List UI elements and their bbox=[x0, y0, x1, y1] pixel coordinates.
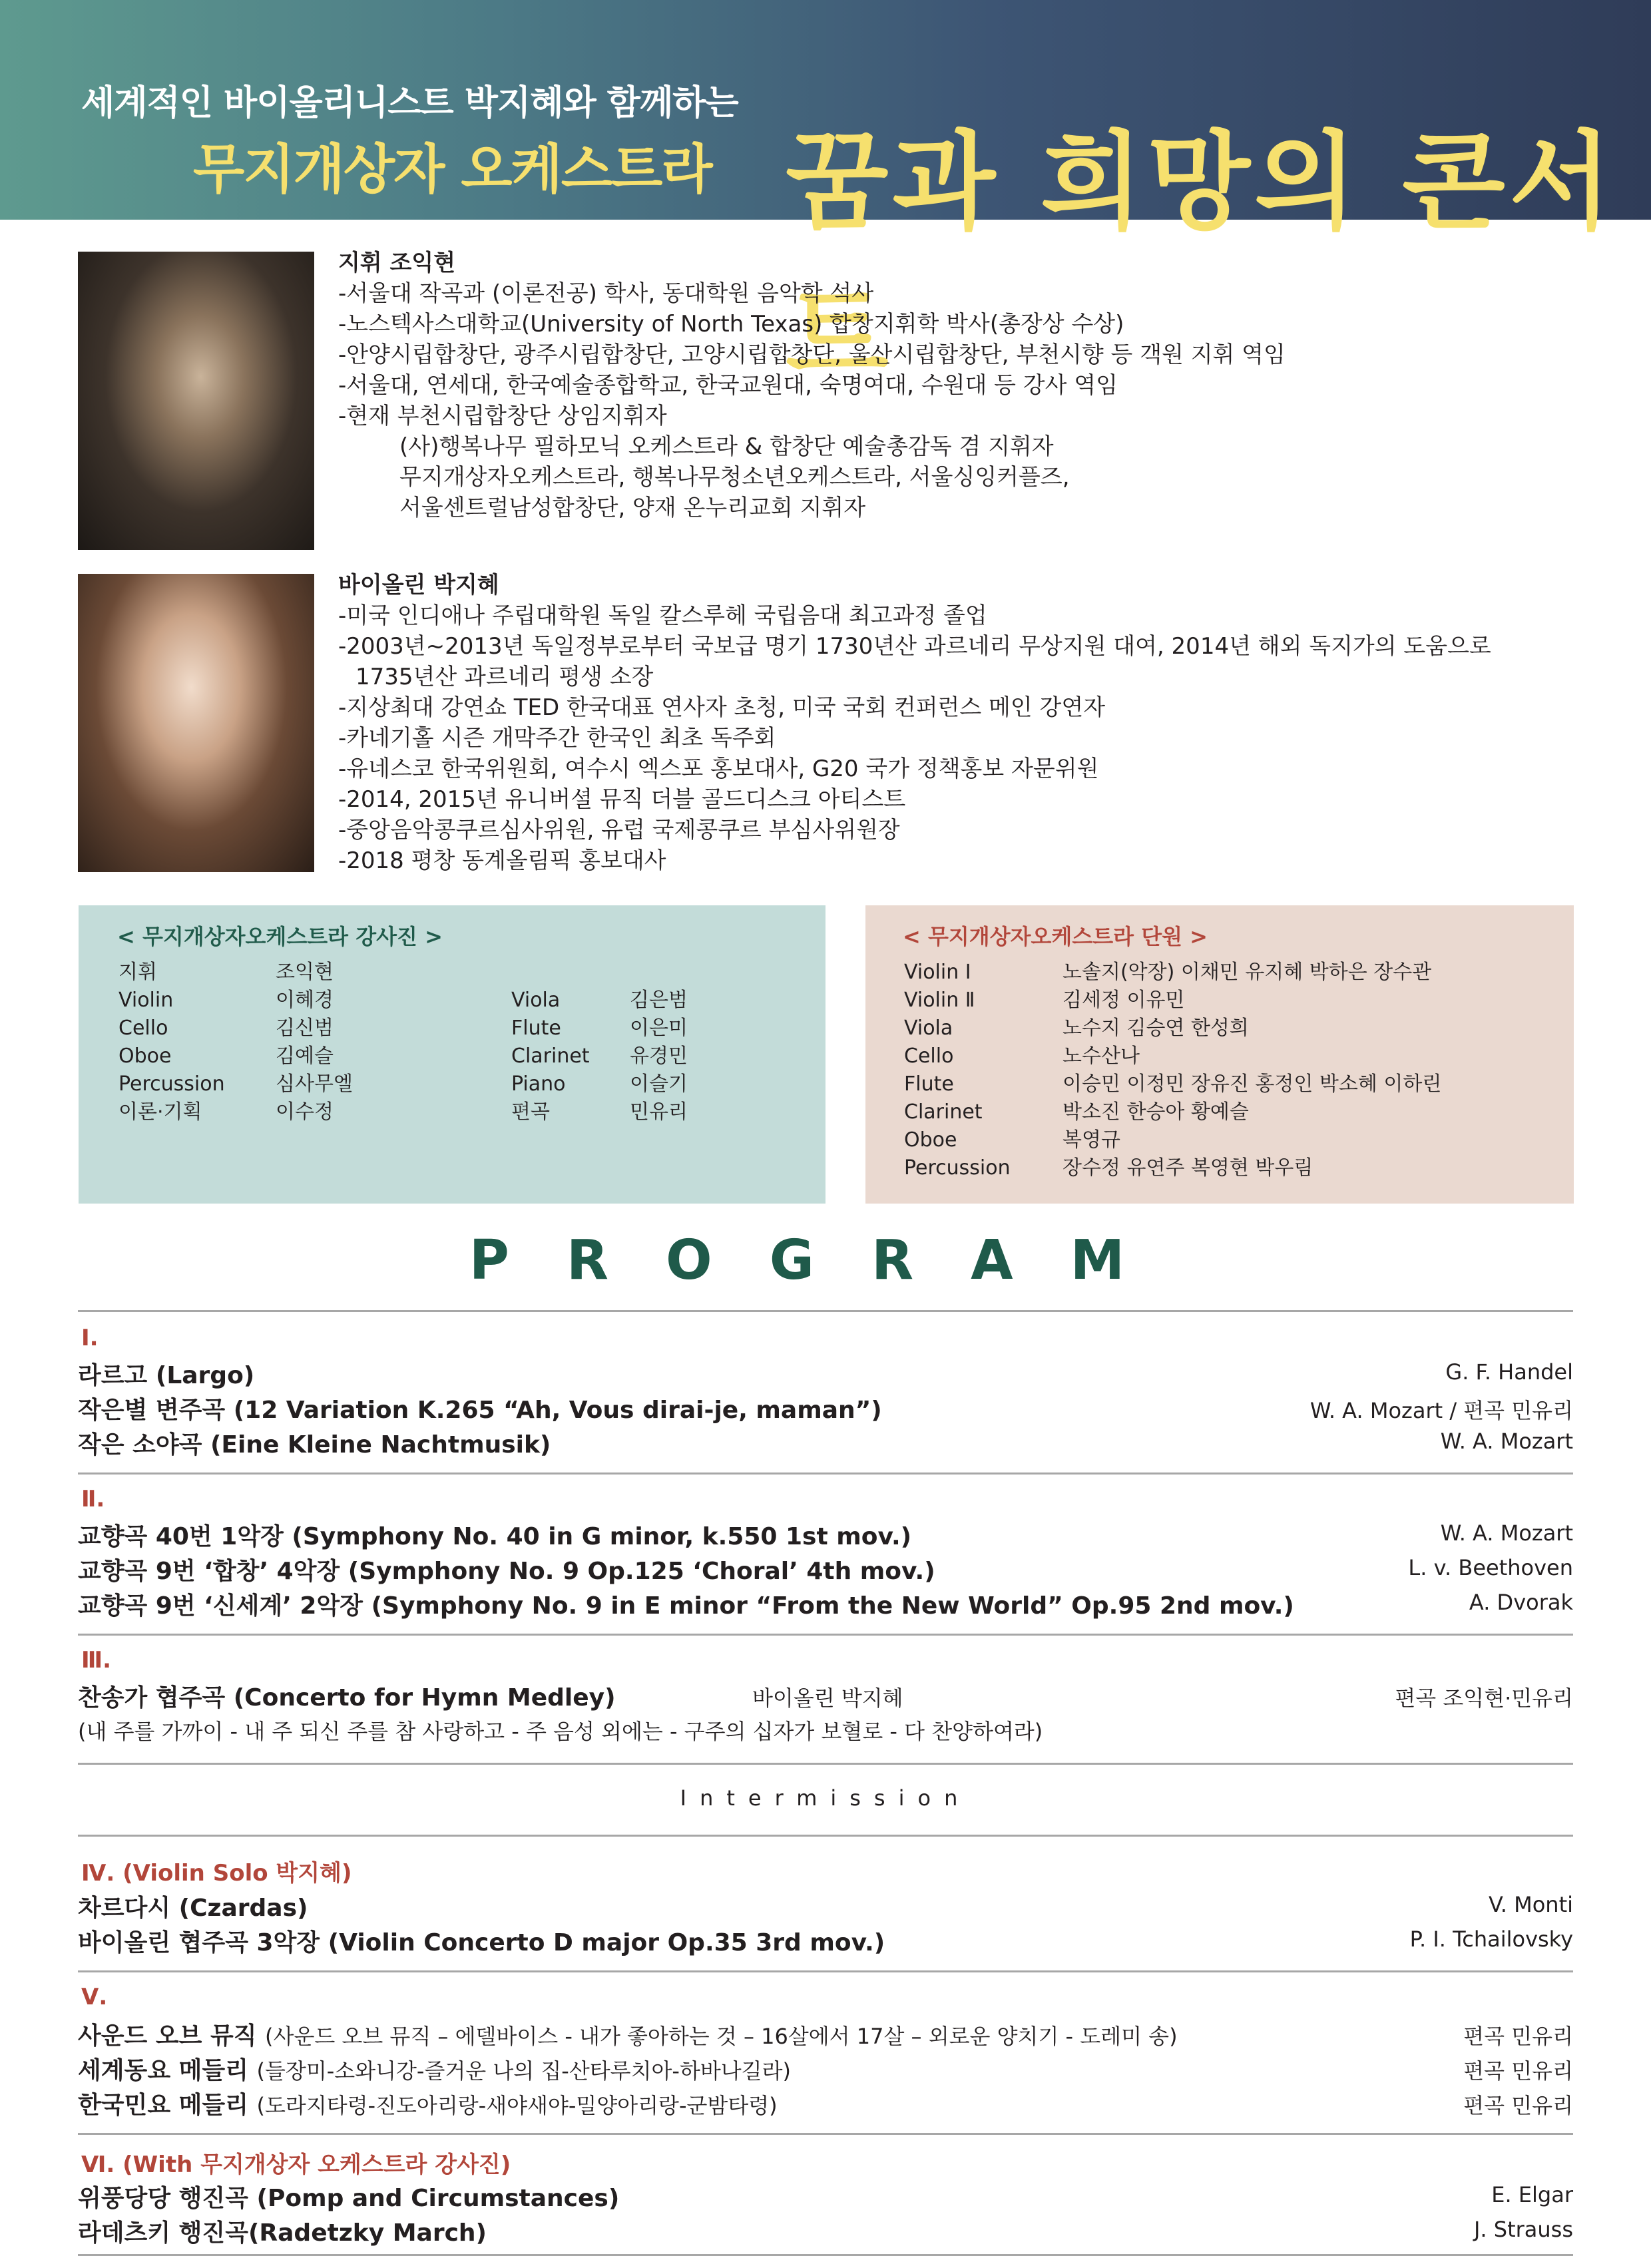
bio-line: -중앙음악콩쿠르심사위원, 유럽 국제콩쿠르 부심사위원장 bbox=[338, 817, 900, 843]
member-role: Viola bbox=[904, 1017, 953, 1040]
divider bbox=[78, 1835, 1573, 1837]
orchestra-name: 무지개상자 오케스트라 bbox=[193, 138, 712, 200]
composer: W. A. Mozart bbox=[1440, 1520, 1573, 1546]
member-role: Violin Ⅰ bbox=[904, 961, 971, 984]
composer: G. F. Handel bbox=[1445, 1359, 1573, 1385]
member-role: Percussion bbox=[904, 1156, 1011, 1180]
program-item: 위풍당당 행진곡 (Pomp and Circumstances) bbox=[78, 2185, 620, 2212]
member-names: 노수산나 bbox=[1062, 1044, 1140, 1068]
teacher-role: Violin bbox=[118, 989, 174, 1012]
medley-contents: (사운드 오브 뮤직 – 에델바이스 - 내가 좋아하는 것 – 16살에서 17살 – 외로운 양치기 - 도레미 송) bbox=[265, 2024, 1178, 2049]
teachers-box bbox=[79, 905, 826, 1204]
member-names: 노수지 김승연 한성희 bbox=[1062, 1017, 1249, 1040]
teacher-role: Piano bbox=[511, 1072, 566, 1096]
section-label: Ⅴ. bbox=[81, 1984, 108, 2010]
member-role: Oboe bbox=[904, 1128, 957, 1152]
bio-line: -서울대, 연세대, 한국예술종합학교, 한국교원대, 숙명여대, 수원대 등 강사 역임 bbox=[338, 372, 1118, 399]
teacher-name: 이은미 bbox=[630, 1017, 688, 1040]
section-label: Ⅲ. bbox=[81, 1647, 112, 1674]
bio-line: -유네스코 한국위원회, 여수시 엑스포 홍보대사, G20 국가 정책홍보 자문위원 bbox=[338, 756, 1099, 782]
members-box bbox=[865, 905, 1574, 1204]
divider bbox=[78, 1473, 1573, 1474]
bio-line: -안양시립합창단, 광주시립합창단, 고양시립합창단, 울산시립합창단, 부천시향 등 객원 지휘 역임 bbox=[338, 341, 1286, 368]
program-item bbox=[78, 2086, 778, 2120]
composer: A. Dvorak bbox=[1469, 1590, 1573, 1615]
teacher-role: Viola bbox=[511, 989, 561, 1012]
teacher-role: Flute bbox=[511, 1017, 561, 1040]
program-item: 라르고 (Largo) bbox=[78, 1362, 255, 1389]
composer: P. I. Tchailovsky bbox=[1409, 1927, 1573, 1952]
header-subtitle: 세계적인 바이올리니스트 박지혜와 함께하는 bbox=[81, 83, 738, 123]
member-names: 박소진 한승아 황예슬 bbox=[1062, 1100, 1249, 1124]
member-names: 복영규 bbox=[1062, 1128, 1120, 1152]
teacher-role: 지휘 bbox=[118, 961, 157, 984]
composer: 편곡 민유리 bbox=[1463, 2024, 1573, 2049]
teacher-name: 김예슬 bbox=[276, 1044, 334, 1068]
composer: 편곡 민유리 bbox=[1463, 2058, 1573, 2084]
program-item bbox=[78, 2052, 791, 2086]
conductor-photo bbox=[78, 252, 314, 550]
composer: 편곡 민유리 bbox=[1463, 2093, 1573, 2118]
program-title: PROGRAM bbox=[469, 1229, 1182, 1292]
performer: 바이올린 박지혜 bbox=[752, 1686, 903, 1711]
bio-line: -2014, 2015년 유니버셜 뮤직 더블 골드디스크 아티스트 bbox=[338, 786, 906, 813]
member-names: 노솔지(악장) 이채민 유지혜 박하은 장수관 bbox=[1062, 961, 1432, 984]
section-label: Ⅰ. bbox=[81, 1325, 99, 1351]
program-item: 교향곡 9번 ‘신세계’ 2악장 (Symphony No. 9 in E minor “From the New World” Op.95 2nd mov.) bbox=[78, 1592, 1294, 1620]
member-role: Violin Ⅱ bbox=[904, 989, 975, 1012]
divider bbox=[78, 2254, 1573, 2256]
medley-note: (내 주를 가까이 - 내 주 되신 주를 참 사랑하고 - 주 음성 외에는 - 구주의 십자가 보혈로 - 다 찬양하여라) bbox=[78, 1719, 1043, 1744]
bio-line: -2003년~2013년 독일정부로부터 국보급 명기 1730년산 과르네리 무상지원 대여, 2014년 해외 독지가의 도움으로 bbox=[338, 633, 1491, 660]
bio-line: -미국 인디애나 주립대학원 독일 칼스루헤 국립음대 최고과정 졸업 bbox=[338, 602, 987, 629]
teacher-name: 이수정 bbox=[276, 1100, 334, 1124]
bio-line: 서울센트럴남성합창단, 양재 온누리교회 지휘자 bbox=[399, 495, 866, 521]
violinist-photo bbox=[78, 574, 314, 872]
member-names: 장수정 유연주 복영현 박우림 bbox=[1062, 1156, 1313, 1180]
teacher-role: Cello bbox=[118, 1017, 168, 1040]
section-label: Ⅱ. bbox=[81, 1486, 105, 1512]
medley-title: 세계동요 메들리 bbox=[78, 2057, 248, 2084]
composer: V. Monti bbox=[1488, 1892, 1573, 1917]
bio-line: -2018 평창 동계올림픽 홍보대사 bbox=[338, 847, 666, 874]
teacher-name: 김은범 bbox=[630, 989, 688, 1012]
teachers-title: < 무지개상자오케스트라 강사진 > bbox=[117, 924, 443, 949]
teacher-role: 편곡 bbox=[511, 1100, 550, 1124]
medley-contents: (들장미-소와니강-즐거운 나의 집-산타루치아-하바나길라) bbox=[256, 2058, 791, 2084]
bio-line: -지상최대 강연쇼 TED 한국대표 연사자 초청, 미국 국회 컨퍼런스 메인 강연자 bbox=[338, 694, 1106, 721]
teacher-name: 이혜경 bbox=[276, 989, 334, 1012]
bio-line: -서울대 작곡과 (이론전공) 학사, 동대학원 음악학 석사 bbox=[338, 280, 874, 307]
intermission: Intermission bbox=[680, 1785, 971, 1811]
section-label: Ⅵ. (With 무지개상자 오케스트라 강사진) bbox=[81, 2152, 511, 2178]
program-item: 차르다시 (Czardas) bbox=[78, 1895, 308, 1922]
bio-line: 무지개상자오케스트라, 행복나무청소년오케스트라, 서울싱잉커플즈, bbox=[399, 464, 1070, 491]
member-names: 김세정 이유민 bbox=[1062, 989, 1185, 1012]
program-item: 라데츠키 행진곡(Radetzky March) bbox=[78, 2219, 487, 2247]
medley-title: 사운드 오브 뮤직 bbox=[78, 2022, 257, 2050]
program-item: 교향곡 40번 1악장 (Symphony No. 40 in G minor, k.550 1st mov.) bbox=[78, 1523, 912, 1550]
teacher-role: Clarinet bbox=[511, 1044, 590, 1068]
teacher-role: Oboe bbox=[118, 1044, 172, 1068]
teacher-name: 유경민 bbox=[630, 1044, 688, 1068]
teacher-name: 김신범 bbox=[276, 1017, 334, 1040]
divider bbox=[78, 1634, 1573, 1636]
composer: W. A. Mozart bbox=[1440, 1429, 1573, 1454]
composer: J. Strauss bbox=[1473, 2217, 1573, 2242]
teacher-name: 조익현 bbox=[276, 961, 334, 984]
section-label: Ⅳ. (Violin Solo 박지혜) bbox=[81, 1860, 352, 1887]
program-item: 작은별 변주곡 (12 Variation K.265 “Ah, Vous dirai-je, maman”) bbox=[78, 1397, 882, 1424]
medley-title: 한국민요 메들리 bbox=[78, 2092, 248, 2119]
program-item bbox=[78, 2017, 1178, 2051]
divider bbox=[78, 1763, 1573, 1765]
member-role: Cello bbox=[904, 1044, 954, 1068]
program-item: 작은 소야곡 (Eine Kleine Nachtmusik) bbox=[78, 1431, 551, 1459]
program-item: 교향곡 9번 ‘합창’ 4악장 (Symphony No. 9 Op.125 ‘Choral’ 4th mov.) bbox=[78, 1558, 935, 1585]
members-title: < 무지개상자오케스트라 단원 > bbox=[903, 924, 1208, 949]
bio-line: -현재 부천시립합창단 상임지휘자 bbox=[338, 403, 667, 429]
conductor-name: 지휘 조익현 bbox=[338, 250, 456, 276]
program-item: 찬송가 협주곡 (Concerto for Hymn Medley) bbox=[78, 1684, 616, 1711]
teacher-name: 심사무엘 bbox=[276, 1072, 353, 1096]
teacher-name: 민유리 bbox=[630, 1100, 688, 1124]
bio-line: 1735년산 과르네리 평생 소장 bbox=[355, 664, 654, 690]
divider bbox=[78, 1310, 1573, 1312]
member-role: Flute bbox=[904, 1072, 954, 1096]
program-item: 바이올린 협주곡 3악장 (Violin Concerto D major Op.35 3rd mov.) bbox=[78, 1929, 885, 1956]
violinist-name: 바이올린 박지혜 bbox=[338, 572, 499, 598]
divider bbox=[78, 2133, 1573, 2135]
medley-contents: (도라지타령-진도아리랑-새야새야-밀양아리랑-군밤타령) bbox=[256, 2093, 778, 2118]
divider bbox=[78, 1970, 1573, 1972]
teacher-role: 이론·기획 bbox=[118, 1100, 202, 1124]
composer: 편곡 조익현·민유리 bbox=[1395, 1686, 1573, 1711]
teacher-role: Percussion bbox=[118, 1072, 225, 1096]
teacher-name: 이슬기 bbox=[630, 1072, 688, 1096]
bio-line: -노스텍사스대학교(University of North Texas) 합창지휘학 박사(총장상 수상) bbox=[338, 311, 1124, 338]
member-names: 이승민 이정민 장유진 홍정인 박소혜 이하린 bbox=[1062, 1072, 1442, 1096]
member-role: Clarinet bbox=[904, 1100, 983, 1124]
conductor-bio bbox=[338, 248, 1286, 523]
composer: L. v. Beethoven bbox=[1408, 1555, 1573, 1580]
concert-title: 꿈과 희망의 콘서트 bbox=[786, 120, 1616, 397]
composer: E. Elgar bbox=[1491, 2182, 1573, 2207]
violinist-bio bbox=[338, 570, 1491, 876]
composer: W. A. Mozart / 편곡 민유리 bbox=[1309, 1398, 1573, 1423]
bio-line: -카네기홀 시즌 개막주간 한국인 최초 독주회 bbox=[338, 725, 776, 752]
bio-line: (사)행복나무 필하모닉 오케스트라 & 합창단 예술총감독 겸 지휘자 bbox=[399, 433, 1054, 460]
